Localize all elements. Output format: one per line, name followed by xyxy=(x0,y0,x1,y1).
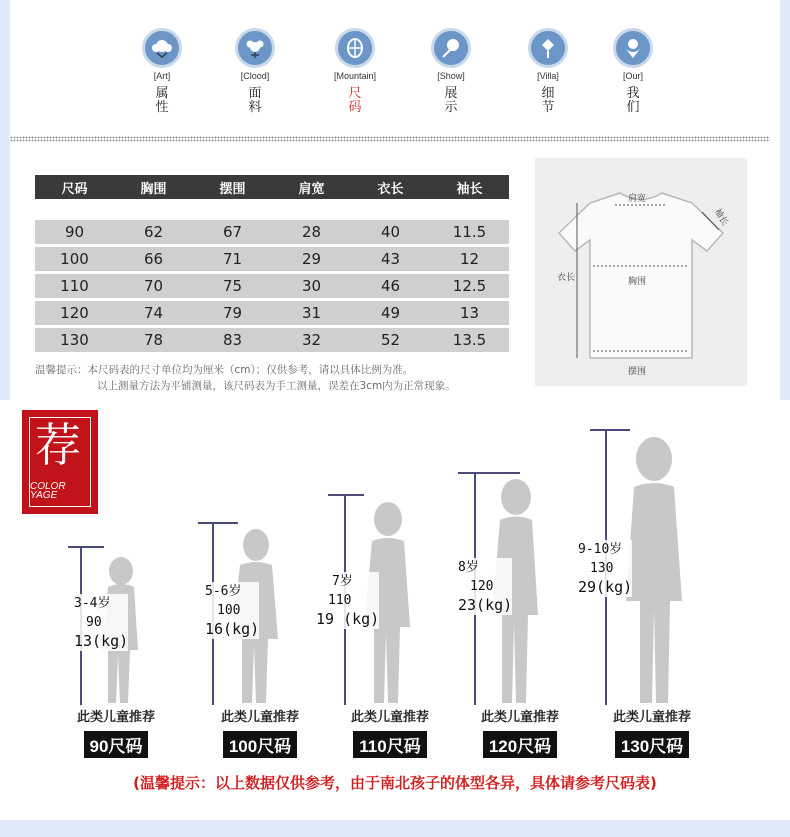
nav-en-label: [Clood] xyxy=(240,71,270,81)
nav-item-size[interactable] xyxy=(320,28,390,115)
cotton-boll-icon xyxy=(142,28,182,68)
kid-height: 110 xyxy=(328,593,352,608)
nav-en-label: [Villa] xyxy=(537,71,559,81)
nav-zh-label: 尺码 xyxy=(348,86,362,115)
size-badge: 130尺码 xyxy=(615,731,689,758)
size-badge: 90尺码 xyxy=(84,731,149,758)
size-recommend-130 xyxy=(592,706,712,758)
measurement-note xyxy=(35,362,456,394)
table-cell: 29 xyxy=(301,250,322,268)
table-cell: 12 xyxy=(459,250,480,268)
chest-label: 胸围 xyxy=(628,277,647,287)
nav-en-label: [Show] xyxy=(437,71,465,81)
table-cell: 40 xyxy=(380,223,401,241)
table-header xyxy=(35,175,509,199)
kid-weight: 23(kg) xyxy=(458,596,513,614)
kid-weight: 19 (kg) xyxy=(316,610,380,628)
kid-info-100 xyxy=(205,582,259,639)
logo-brand: COLOR YAGE xyxy=(30,481,66,501)
bottom-tip: (温馨提示：以上数据仅供参考，由于南北孩子的体型各异，具体请参考尺码表) xyxy=(133,774,657,792)
length-label: 衣长 xyxy=(557,273,576,283)
nav-zh-label: 属性 xyxy=(155,86,169,115)
table-cell: 120 xyxy=(60,304,89,322)
kid-age: 8岁 xyxy=(458,560,479,575)
table-cell: 110 xyxy=(60,277,89,295)
table-row xyxy=(35,220,509,244)
table-row xyxy=(35,328,509,352)
kid-age: 7岁 xyxy=(332,574,353,589)
header-cell: 摆围 xyxy=(219,181,246,197)
nav-item-art[interactable] xyxy=(127,28,197,115)
logo-char: 荐 xyxy=(35,418,81,472)
kid-info-90 xyxy=(74,594,128,651)
kid-age: 9-10岁 xyxy=(578,542,623,557)
kid-age: 5-6岁 xyxy=(205,584,242,599)
header-cell: 袖长 xyxy=(456,181,483,197)
size-recommend-120 xyxy=(460,706,580,758)
table-cell: 100 xyxy=(60,250,89,268)
table-cell: 43 xyxy=(380,250,401,268)
table-cell: 79 xyxy=(222,304,243,322)
table-row xyxy=(35,274,509,298)
table-cell: 11.5 xyxy=(452,223,487,241)
header-cell: 肩宽 xyxy=(298,181,325,197)
size-recommend-100 xyxy=(200,706,320,758)
table-row xyxy=(35,301,509,325)
table-cell: 78 xyxy=(143,331,164,349)
nav-item-show[interactable] xyxy=(416,28,486,115)
table-cell: 62 xyxy=(143,223,164,241)
nav-zh-label: 展示 xyxy=(444,86,458,115)
nav-item-detail[interactable] xyxy=(513,28,583,115)
table-cell: 12.5 xyxy=(452,277,487,295)
nav-item-fabric[interactable] xyxy=(220,28,290,115)
nav-en-label: [Our] xyxy=(622,71,643,81)
header-cell: 衣长 xyxy=(377,181,404,197)
size-recommend-90 xyxy=(56,706,176,758)
recommend-caption: 此类儿童推荐 xyxy=(612,710,691,725)
table-cell: 67 xyxy=(222,223,243,241)
size-badge: 110尺码 xyxy=(353,731,426,758)
kid-weight: 16(kg) xyxy=(205,620,260,638)
table-cell: 46 xyxy=(380,277,401,295)
size-recommend-110 xyxy=(330,706,450,758)
note-line-1: 温馨提示：本尺码表的尺寸单位均为厘米（cm）；仅供参考，请以具体比例为准。 xyxy=(35,364,414,376)
table-cell: 66 xyxy=(143,250,164,268)
shoulder-label: 肩宽 xyxy=(628,194,647,204)
header-cell: 尺码 xyxy=(61,181,88,197)
kid-height: 100 xyxy=(217,603,241,618)
table-cell: 49 xyxy=(380,304,401,322)
size-badge: 100尺码 xyxy=(223,731,297,758)
recommend-logo xyxy=(22,410,98,514)
size-badge: 120尺码 xyxy=(483,731,557,758)
nav-en-label: [Art] xyxy=(153,71,171,81)
kid-height: 120 xyxy=(470,579,494,594)
table-cell: 13 xyxy=(459,304,480,322)
table-cell: 71 xyxy=(222,250,243,268)
nav-zh-label: 我们 xyxy=(626,86,640,115)
sleeve-label: 袖长 xyxy=(711,206,730,228)
table-cell: 70 xyxy=(143,277,164,295)
nav-item-about[interactable] xyxy=(598,28,668,115)
kid-weight: 13(kg) xyxy=(74,632,129,650)
cotton-flower-icon xyxy=(235,28,275,68)
table-cell: 28 xyxy=(301,223,322,241)
table-cell: 30 xyxy=(301,277,322,295)
table-row xyxy=(35,247,509,271)
kids-size-guide xyxy=(0,400,790,820)
cotton-bud-icon xyxy=(528,28,568,68)
recommend-caption: 此类儿童推荐 xyxy=(220,710,299,725)
nav-en-label: [Mountain] xyxy=(333,71,377,81)
recommend-caption: 此类儿童推荐 xyxy=(76,710,155,725)
dotted-divider xyxy=(10,136,770,142)
kid-info-120 xyxy=(458,558,512,615)
table-cell: 130 xyxy=(60,331,89,349)
kid-weight: 29(kg) xyxy=(578,578,633,596)
kid-info-110 xyxy=(316,572,379,629)
table-cell: 52 xyxy=(380,331,401,349)
header-cell: 胸围 xyxy=(140,181,167,197)
table-cell: 83 xyxy=(222,331,243,349)
recommend-caption: 此类儿童推荐 xyxy=(480,710,559,725)
note-line-2: 以上测量方法为平铺测量，该尺码表为手工测量，误差在3cm内为正常现象。 xyxy=(97,380,456,392)
cotton-branch-icon xyxy=(431,28,471,68)
recommend-caption: 此类儿童推荐 xyxy=(350,710,429,725)
table-cell: 13.5 xyxy=(452,331,487,349)
size-table xyxy=(35,175,509,352)
top-panel xyxy=(10,0,780,400)
table-cell: 31 xyxy=(301,304,322,322)
table-cell: 90 xyxy=(64,223,85,241)
kid-height: 130 xyxy=(590,561,614,576)
hem-label: 摆围 xyxy=(628,367,647,377)
kid-height: 90 xyxy=(86,615,102,630)
nav-zh-label: 细节 xyxy=(541,86,555,115)
shirt-measure-diagram xyxy=(535,158,747,386)
nav-zh-label: 面料 xyxy=(248,86,262,115)
table-cell: 74 xyxy=(143,304,164,322)
table-cell: 32 xyxy=(301,331,322,349)
kid-age: 3-4岁 xyxy=(74,596,111,611)
table-cell: 75 xyxy=(222,277,243,295)
cotton-open-icon xyxy=(335,28,375,68)
kid-info-130 xyxy=(578,540,632,597)
cotton-plant-icon xyxy=(613,28,653,68)
